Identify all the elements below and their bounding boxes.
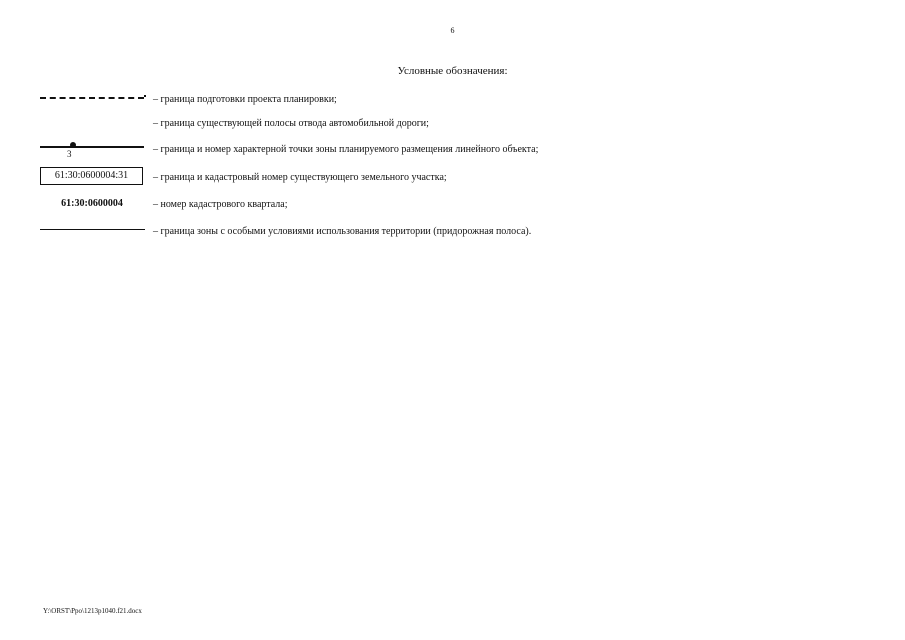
legend-row-roadside-zone: – граница зоны с особыми условиями использования территории (придорожная полоса). xyxy=(153,226,532,237)
characteristic-point-number: 3 xyxy=(67,149,72,159)
legend-title: Условные обозначения: xyxy=(397,65,508,77)
legend-row-planning-boundary: – граница подготовки проекта планировки; xyxy=(153,94,337,105)
legend-row-placement-zone: – граница и номер характерной точки зоны планируемого размещения линейного объекта; xyxy=(153,144,539,155)
legend-row-land-parcel: – граница и кадастровый номер существующего земельного участка; xyxy=(153,172,447,183)
legend-row-road-right-of-way: – граница существующей полосы отвода автомобильной дороги; xyxy=(153,118,429,129)
legend-row-cadastral-quarter: – номер кадастрового квартала; xyxy=(153,199,288,210)
roadside-zone-boundary-symbol xyxy=(40,229,145,230)
characteristic-point-marker xyxy=(70,142,76,148)
cadastral-quarter-number: 61:30:0600004 xyxy=(61,198,123,209)
page-number: 6 xyxy=(450,26,455,35)
file-path-footer: Y:\ORST\Ppo\1213p1040.f21.docx xyxy=(43,607,142,615)
placement-zone-boundary-symbol xyxy=(40,146,144,148)
dashed-boundary-end-mark xyxy=(144,95,146,97)
parcel-number-box: 61:30:0600004:31 xyxy=(40,167,143,185)
dashed-boundary-symbol xyxy=(40,97,144,99)
